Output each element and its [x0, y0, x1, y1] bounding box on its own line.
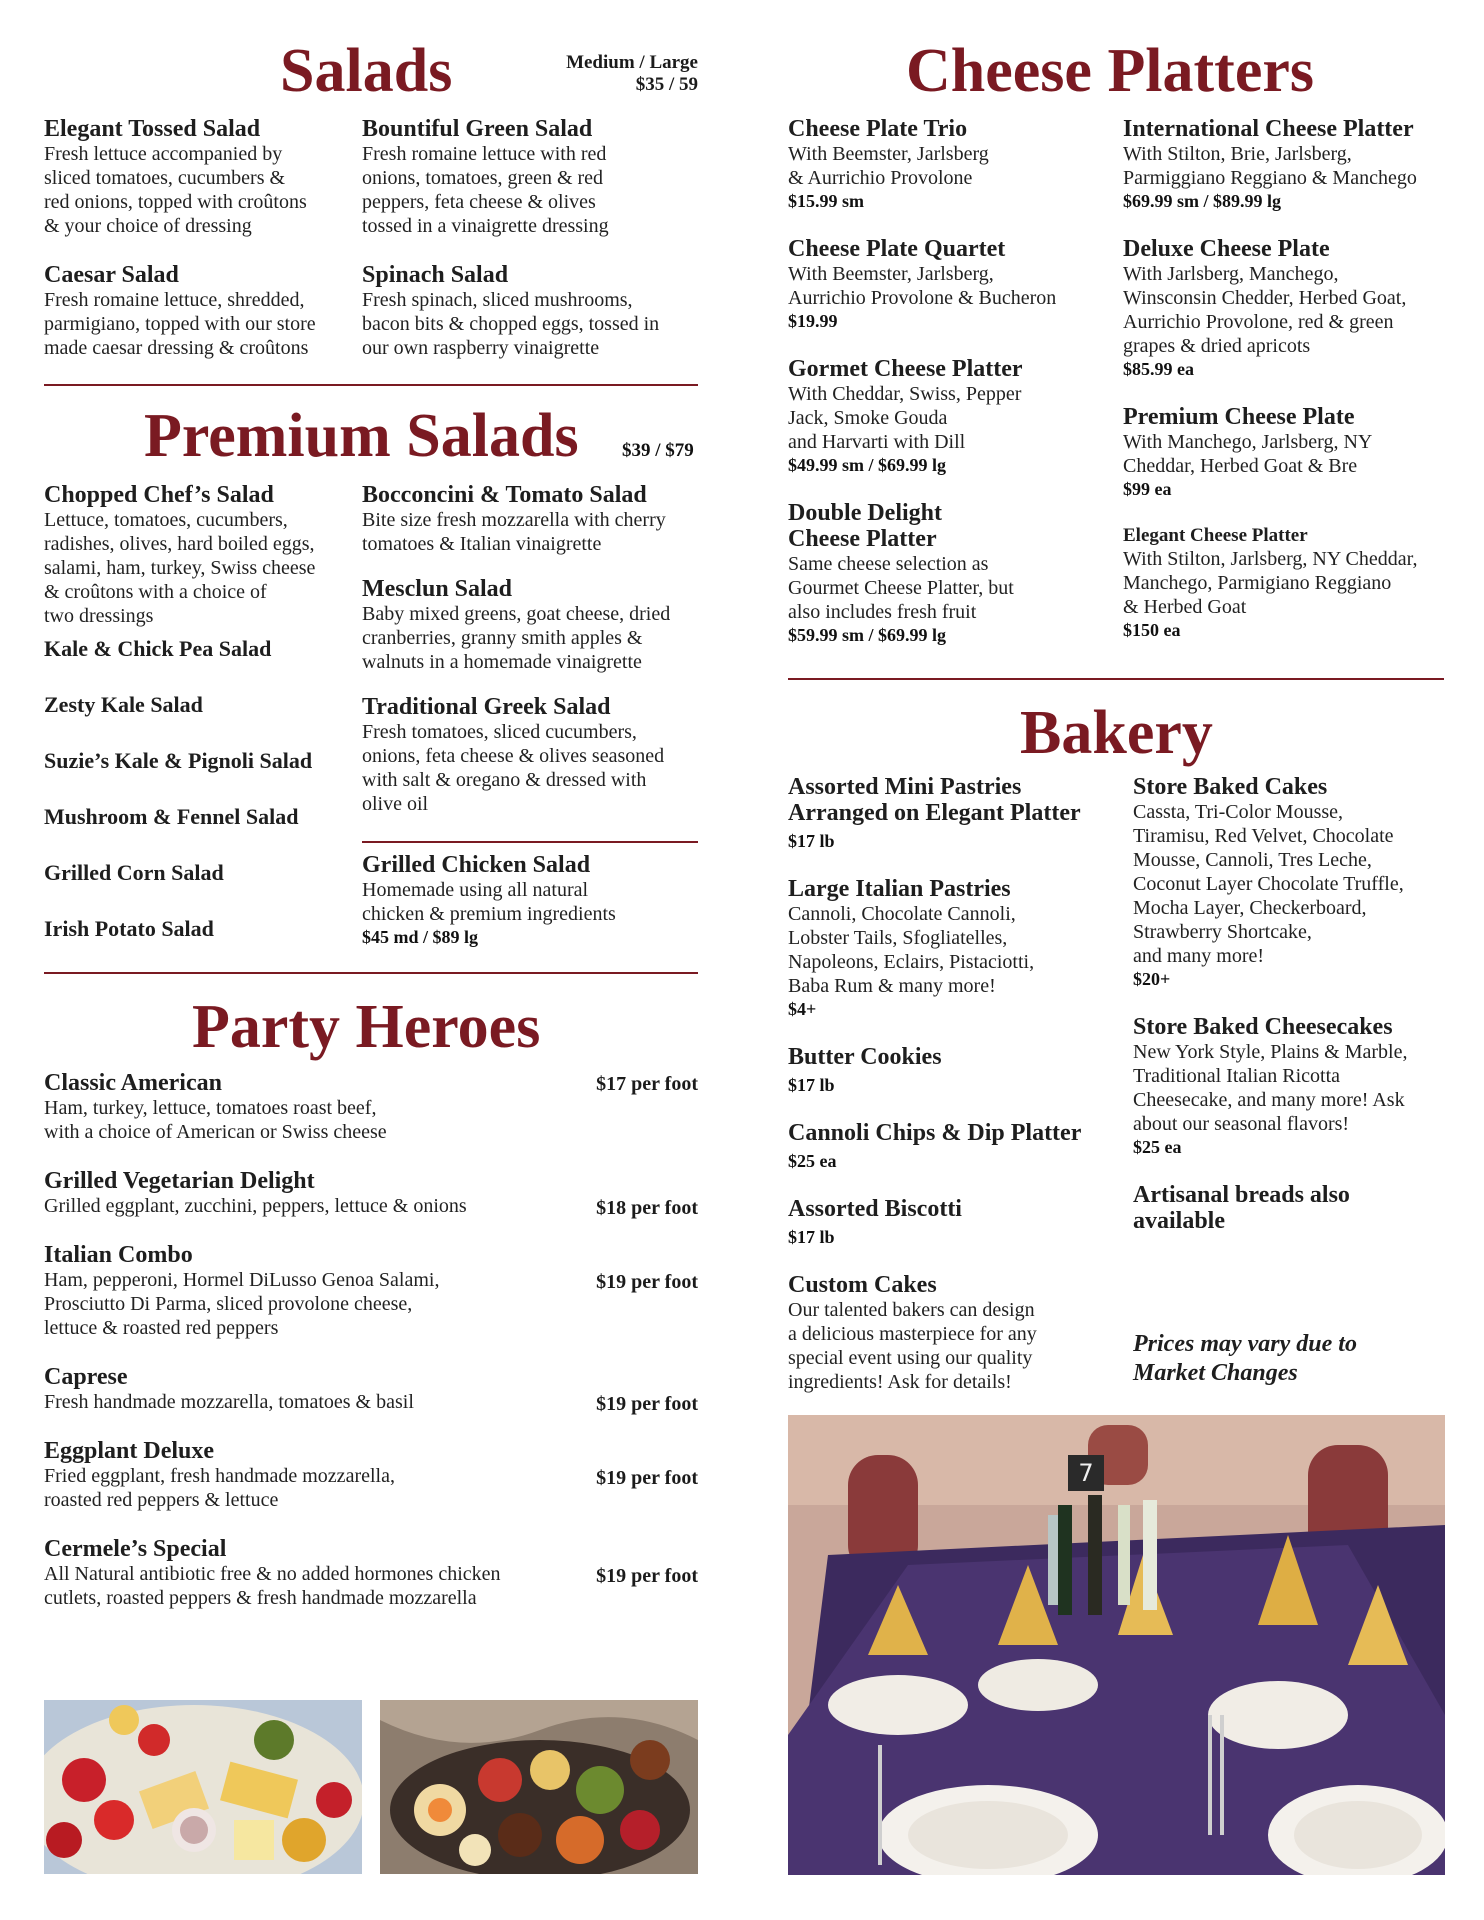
item-description: radishes, olives, hard boiled eggs,	[44, 533, 315, 555]
item-description: and Harvarti with Dill	[788, 431, 966, 453]
item-name: Caprese	[44, 1364, 128, 1390]
item-description: Mousse, Cannoli, Tres Leche,	[1133, 849, 1372, 871]
hero-item	[44, 1168, 698, 1218]
item-description: made caesar dressing & croûtons	[44, 337, 309, 359]
divider	[362, 841, 698, 843]
divider	[44, 384, 698, 386]
item-description: Cheddar, Herbed Goat & Bre	[1123, 455, 1358, 477]
item-description: red onions, topped with croûtons	[44, 191, 307, 213]
bakery-item	[788, 1044, 1118, 1096]
item-description: Coconut Layer Chocolate Truffle,	[1133, 873, 1404, 895]
item-name: Grilled Vegetarian Delight	[44, 1168, 315, 1194]
item-description: grapes & dried apricots	[1123, 335, 1311, 357]
item-description: & Herbed Goat	[1123, 596, 1247, 618]
cheese-right-column	[1123, 116, 1463, 665]
item-description: All Natural antibiotic free & no added hormones chicken	[44, 1563, 501, 1585]
salads-title: Salads	[280, 37, 453, 105]
item-price: $19 per foot	[596, 1393, 698, 1415]
item-description: onions, feta cheese & olives seasoned	[362, 745, 665, 767]
item-description: With Stilton, Brie, Jarlsberg,	[1123, 143, 1352, 165]
item-price: $19.99	[788, 311, 838, 331]
premium-right-column	[362, 482, 702, 836]
item-description: lettuce & roasted red peppers	[44, 1317, 279, 1339]
item-description: Manchego, Parmigiano Reggiano	[1123, 572, 1392, 594]
table-number-card: 7	[1078, 1459, 1094, 1487]
item-description: Grilled eggplant, zucchini, peppers, lettuce & onions	[44, 1195, 467, 1217]
hero-item	[44, 1536, 698, 1610]
item-description: & croûtons with a choice of	[44, 581, 267, 603]
item-description: Cannoli, Chocolate Cannoli,	[788, 903, 1016, 925]
bakery-item	[788, 774, 1118, 852]
item-description: Mocha Layer, Checkerboard,	[1133, 897, 1367, 919]
grilled-chicken-salad	[362, 852, 702, 972]
item-description: Same cheese selection as	[788, 553, 989, 575]
item-description: Lobster Tails, Sfogliatelles,	[788, 927, 1008, 949]
item-name: Bountiful Green Salad	[362, 116, 593, 142]
item-price: $20+	[1133, 969, 1171, 989]
item-name: Cheese Plate Trio	[788, 116, 968, 142]
hero-item	[44, 1070, 698, 1144]
bakery-item	[1133, 1014, 1453, 1158]
item-description: Traditional Italian Ricotta	[1133, 1065, 1341, 1087]
item-description: Aurrichio Provolone & Bucheron	[788, 287, 1057, 309]
item-price: $69.99 sm / $89.99 lg	[1123, 191, 1282, 211]
item-name: Custom Cakes	[788, 1272, 937, 1298]
item-description: With Cheddar, Swiss, Pepper	[788, 383, 1022, 405]
item-name: Chopped Chef’s Salad	[44, 482, 274, 508]
item-price: $18 per foot	[596, 1197, 698, 1219]
item-price: $99 ea	[1123, 479, 1172, 499]
item-price: $19 per foot	[596, 1467, 698, 1489]
item-description: about our seasonal flavors!	[1133, 1113, 1350, 1135]
premium-salad-item: Mushroom & Fennel Salad	[44, 804, 299, 829]
item-price: $25 ea	[788, 1151, 837, 1171]
item-description: Ham, pepperoni, Hormel DiLusso Genoa Salami,	[44, 1269, 440, 1291]
item-description: with a choice of American or Swiss cheese	[44, 1121, 387, 1143]
item-description: with salt & oregano & dressed with	[362, 769, 647, 791]
item-price: $17 lb	[788, 1075, 835, 1095]
divider	[44, 972, 698, 974]
item-description: New York Style, Plains & Marble,	[1133, 1041, 1408, 1063]
party-heroes-title: Party Heroes	[192, 993, 541, 1061]
item-description: Cassta, Tri-Color Mousse,	[1133, 801, 1344, 823]
item-price: $85.99 ea	[1123, 359, 1194, 379]
prices-disclaimer	[1133, 1330, 1453, 1388]
item-name: Spinach Salad	[362, 262, 509, 288]
premium-price: $39 / $79	[622, 440, 694, 461]
salads-left-column	[44, 116, 354, 384]
item-description: chicken & premium ingredients	[362, 903, 616, 925]
item-description: Baba Rum & many more!	[788, 975, 996, 997]
item-name: Cannoli Chips & Dip Platter	[788, 1120, 1082, 1146]
item-description: Ham, turkey, lettuce, tomatoes roast beef,	[44, 1097, 377, 1119]
item-name: Grilled Chicken Salad	[362, 852, 591, 878]
premium-salad-item	[362, 576, 702, 674]
item-name: Assorted Mini Pastries	[788, 774, 1022, 800]
salad-item	[362, 262, 702, 360]
bakery-item	[788, 1272, 1118, 1394]
item-name: Classic American	[44, 1070, 222, 1096]
item-description: a delicious masterpiece for any	[788, 1323, 1037, 1345]
item-name: Deluxe Cheese Plate	[1123, 236, 1330, 262]
item-name: Butter Cookies	[788, 1044, 942, 1070]
note-line: Market Changes	[1133, 1360, 1298, 1386]
item-description: Napoleons, Eclairs, Pistaciotti,	[788, 951, 1035, 973]
item-name: available	[1133, 1208, 1226, 1234]
hero-item	[44, 1242, 698, 1340]
bakery-item	[788, 1120, 1118, 1172]
hero-item	[44, 1438, 698, 1512]
bakery-left-column	[788, 774, 1118, 1418]
item-description: cutlets, roasted peppers & fresh handmade mozzarella	[44, 1587, 477, 1609]
item-description: Aurrichio Provolone, red & green	[1123, 311, 1394, 333]
item-price: $19 per foot	[596, 1565, 698, 1587]
item-description: With Beemster, Jarlsberg,	[788, 263, 994, 285]
item-name: Traditional Greek Salad	[362, 694, 611, 720]
bakery-item	[788, 876, 1118, 1020]
item-description: With Beemster, Jarlsberg	[788, 143, 989, 165]
cheese-item	[788, 116, 1118, 212]
item-description: Fresh romaine lettuce with red	[362, 143, 607, 165]
item-price: $59.99 sm / $69.99 lg	[788, 625, 947, 645]
item-description: tomatoes & Italian vinaigrette	[362, 533, 602, 555]
item-description: parmigiano, topped with our store	[44, 313, 316, 335]
item-name: Elegant Tossed Salad	[44, 116, 261, 142]
item-name: Mesclun Salad	[362, 576, 513, 602]
item-description: Baby mixed greens, goat cheese, dried	[362, 603, 671, 625]
item-description: Tiramisu, Red Velvet, Chocolate	[1133, 825, 1394, 847]
premium-salad-item: Grilled Corn Salad	[44, 860, 224, 885]
item-name: Cheese Plate Quartet	[788, 236, 1006, 262]
bakery-right-column	[1133, 774, 1453, 1258]
item-price: $4+	[788, 999, 817, 1019]
item-description: special event using our quality	[788, 1347, 1033, 1369]
item-price: $17 per foot	[596, 1073, 698, 1095]
pastry-platter-photo	[380, 1700, 698, 1874]
cheese-item	[1123, 524, 1463, 641]
item-description: Strawberry Shortcake,	[1133, 921, 1312, 943]
item-description: Fresh tomatoes, sliced cucumbers,	[362, 721, 637, 743]
cheese-item	[1123, 404, 1463, 500]
item-description: With Stilton, Jarlsberg, NY Cheddar,	[1123, 548, 1418, 570]
item-description: peppers, feta cheese & olives	[362, 191, 596, 213]
cheese-item	[788, 500, 1118, 646]
item-name: Bocconcini & Tomato Salad	[362, 482, 647, 508]
item-description: walnuts in a homemade vinaigrette	[362, 651, 642, 673]
item-description: and many more!	[1133, 945, 1265, 967]
item-name: Arranged on Elegant Platter	[788, 800, 1081, 826]
item-price: $17 lb	[788, 831, 835, 851]
fruit-platter-photo	[44, 1700, 362, 1874]
item-price: $19 per foot	[596, 1271, 698, 1293]
item-description: With Jarlsberg, Manchego,	[1123, 263, 1339, 285]
item-description: Fresh handmade mozzarella, tomatoes & basil	[44, 1391, 414, 1413]
item-description: roasted red peppers & lettuce	[44, 1489, 279, 1511]
item-description: Fried eggplant, fresh handmade mozzarella,	[44, 1465, 395, 1487]
item-price: $45 md / $89 lg	[362, 927, 479, 947]
item-name: International Cheese Platter	[1123, 116, 1414, 142]
item-name: Assorted Biscotti	[788, 1196, 962, 1222]
item-name: Premium Cheese Plate	[1123, 404, 1355, 430]
item-description: With Manchego, Jarlsberg, NY	[1123, 431, 1373, 453]
size-label: Medium / Large	[566, 52, 698, 73]
item-description: cranberries, granny smith apples &	[362, 627, 643, 649]
item-description: & your choice of dressing	[44, 215, 252, 237]
item-description: ingredients! Ask for details!	[788, 1371, 1012, 1393]
salad-item	[44, 262, 354, 360]
item-price: $15.99 sm	[788, 191, 864, 211]
premium-salads-title: Premium Salads	[144, 402, 579, 470]
item-description: Our talented bakers can design	[788, 1299, 1035, 1321]
item-price: $150 ea	[1123, 620, 1181, 640]
bakery-item	[1133, 774, 1453, 990]
bakery-title: Bakery	[1020, 699, 1213, 767]
item-description: & Aurrichio Provolone	[788, 167, 973, 189]
banquet-table-photo	[788, 1415, 1445, 1875]
hero-item	[44, 1364, 698, 1414]
item-description: Fresh romaine lettuce, shredded,	[44, 289, 305, 311]
bakery-item	[1133, 1182, 1453, 1234]
premium-salad-item	[362, 852, 702, 948]
item-description: salami, ham, turkey, Swiss cheese	[44, 557, 316, 579]
item-description: also includes fresh fruit	[788, 601, 977, 623]
salads-size-pricing	[520, 52, 698, 96]
cheese-left-column	[788, 116, 1118, 670]
size-price: $35 / 59	[635, 74, 698, 95]
item-price: $25 ea	[1133, 1137, 1182, 1157]
item-name: Large Italian Pastries	[788, 876, 1011, 902]
item-name: Gormet Cheese Platter	[788, 356, 1023, 382]
cheese-item	[788, 356, 1118, 476]
item-name: Caesar Salad	[44, 262, 179, 288]
item-description: Cheesecake, and many more! Ask	[1133, 1089, 1405, 1111]
cheese-item	[788, 236, 1118, 332]
item-description: Winsconsin Chedder, Herbed Goat,	[1123, 287, 1407, 309]
item-description: Jack, Smoke Gouda	[788, 407, 948, 429]
premium-salad-item: Kale & Chick Pea Salad	[44, 636, 272, 661]
premium-salad-item: Suzie’s Kale & Pignoli Salad	[44, 748, 313, 773]
item-description: Homemade using all natural	[362, 879, 589, 901]
item-name: Store Baked Cakes	[1133, 774, 1328, 800]
item-description: Gourmet Cheese Platter, but	[788, 577, 1014, 599]
item-description: Fresh spinach, sliced mushrooms,	[362, 289, 633, 311]
salad-item	[44, 116, 354, 238]
cheese-platters-title: Cheese Platters	[906, 37, 1314, 105]
item-name: Artisanal breads also	[1133, 1182, 1350, 1208]
item-description: bacon bits & chopped eggs, tossed in	[362, 313, 660, 335]
item-description: Fresh lettuce accompanied by	[44, 143, 283, 165]
item-description: olive oil	[362, 793, 429, 815]
note-line: Prices may vary due to	[1133, 1331, 1357, 1357]
item-name: Cheese Platter	[788, 526, 937, 552]
item-description: Lettuce, tomatoes, cucumbers,	[44, 509, 288, 531]
cheese-item	[1123, 236, 1463, 380]
premium-salad-item: Irish Potato Salad	[44, 916, 214, 941]
salad-item	[362, 116, 702, 238]
item-description: Parmiggiano Reggiano & Manchego	[1123, 167, 1417, 189]
item-name: Cermele’s Special	[44, 1536, 227, 1562]
salads-right-column	[362, 116, 702, 384]
item-name: Double Delight	[788, 500, 943, 526]
premium-salad-item	[44, 482, 364, 628]
item-price: $17 lb	[788, 1227, 835, 1247]
premium-left-column	[44, 482, 364, 972]
item-name: Store Baked Cheesecakes	[1133, 1014, 1393, 1040]
divider	[788, 678, 1444, 680]
item-name: Elegant Cheese Platter	[1123, 525, 1308, 546]
item-description: Prosciutto Di Parma, sliced provolone cheese,	[44, 1293, 413, 1315]
item-name: Eggplant Deluxe	[44, 1438, 215, 1464]
item-name: Italian Combo	[44, 1242, 193, 1268]
item-price: $49.99 sm / $69.99 lg	[788, 455, 947, 475]
item-description: Bite size fresh mozzarella with cherry	[362, 509, 666, 531]
premium-salad-item	[362, 482, 702, 556]
item-description: onions, tomatoes, green & red	[362, 167, 604, 189]
item-description: tossed in a vinaigrette dressing	[362, 215, 609, 237]
bakery-item	[788, 1196, 1118, 1248]
item-description: our own raspberry vinaigrette	[362, 337, 600, 359]
premium-salad-item: Zesty Kale Salad	[44, 692, 203, 717]
premium-salad-item	[362, 694, 702, 816]
cheese-item	[1123, 116, 1463, 212]
item-description: sliced tomatoes, cucumbers &	[44, 167, 286, 189]
party-heroes-list	[44, 1070, 698, 1634]
item-description: two dressings	[44, 605, 154, 627]
